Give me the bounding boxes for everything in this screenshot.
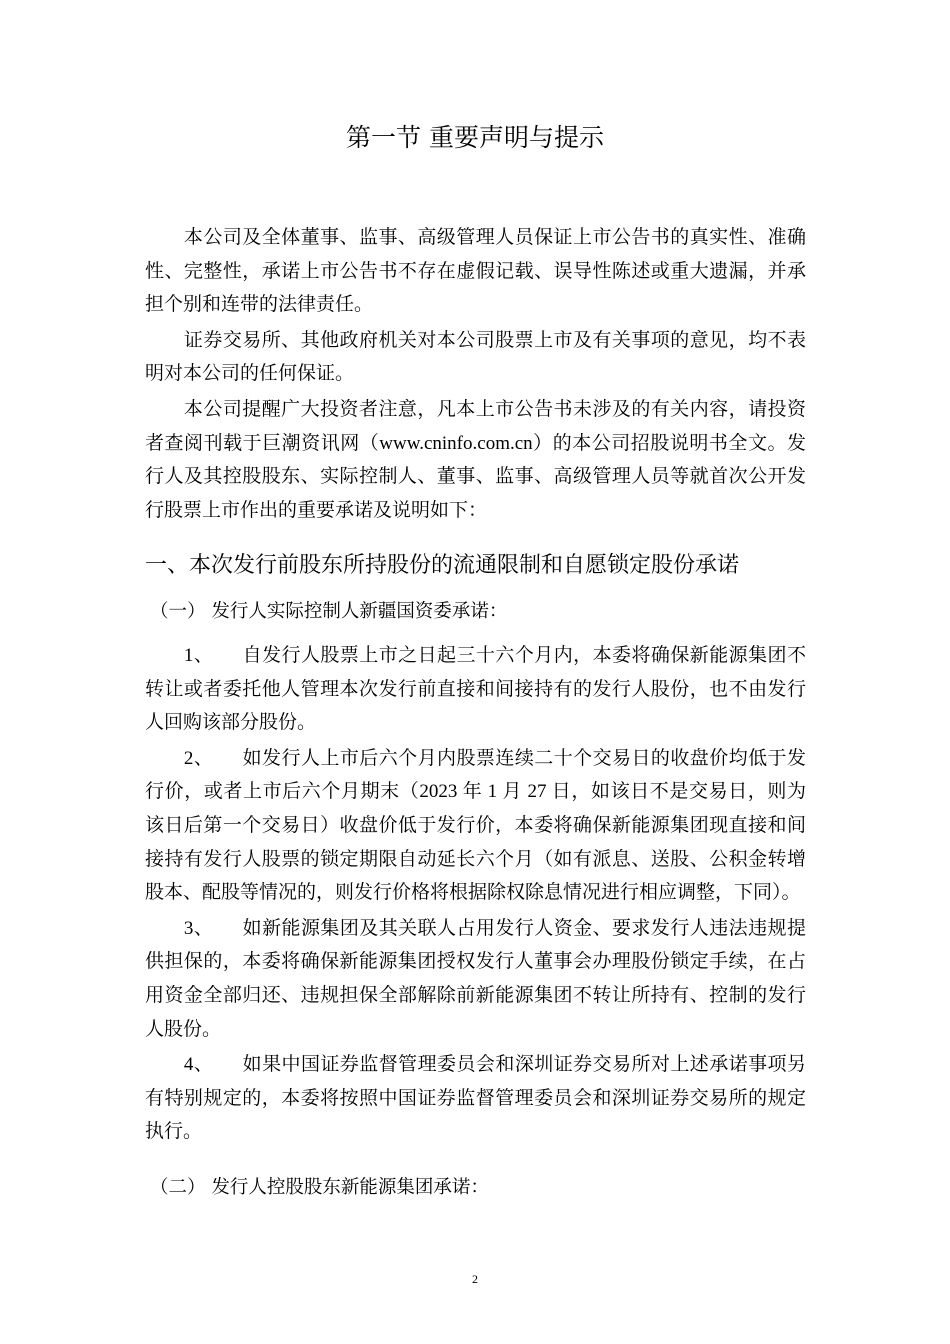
text-line: 者查阅刊载于巨潮资讯网（www.cninfo.com.cn）的本公司招股说明书全文。发	[145, 432, 806, 454]
text-line: 该日后第一个交易日）收盘价低于发行价，本委将确保新能源集团现直接和间	[145, 814, 806, 836]
page-title: 第一节 重要声明与提示	[346, 123, 604, 152]
text-line: 有特别规定的，本委将按照中国证券监督管理委员会和深圳证券交易所的规定	[145, 1087, 806, 1109]
section-heading: 一、本次发行前股东所持股份的流通限制和自愿锁定股份承诺	[145, 553, 740, 578]
text-line: 2、 如发行人上市后六个月内股票连续二十个交易日的收盘价均低于发	[145, 747, 806, 769]
text-line: 本公司提醒广大投资者注意，凡本上市公告书未涉及的有关内容，请投资	[145, 398, 806, 420]
text-line: 行价，或者上市后六个月期末（2023 年 1 月 27 日，如该日不是交易日，则为	[145, 781, 806, 803]
page-number: 2	[472, 1272, 478, 1286]
paragraph	[145, 393, 806, 527]
text-line: 性、完整性，承诺上市公告书不存在虚假记载、误导性陈述或重大遗漏，并承	[145, 260, 806, 282]
text-line: 用资金全部归还、违规担保全部解除前新能源集团不转让所持有、控制的发行	[145, 984, 806, 1006]
text-line: 行股票上市作出的重要承诺及说明如下：	[145, 499, 488, 521]
text-line: 供担保的，本委将确保新能源集团授权发行人董事会办理股份锁定手续，在占	[145, 951, 806, 973]
text-line: 担个别和连带的法律责任。	[145, 294, 374, 316]
intro-paragraphs	[145, 221, 806, 527]
text-line: 明对本公司的任何保证。	[145, 363, 355, 385]
text-line: 1、 自发行人股票上市之日起三十六个月内，本委将确保新能源集团不	[145, 645, 806, 666]
text-line: 证券交易所、其他政府机关对本公司股票上市及有关事项的意见，均不表	[145, 329, 806, 351]
text-line: 行人及其控股股东、实际控制人、董事、监事、高级管理人员等就首次公开发	[145, 466, 806, 488]
text-line: 本公司及全体董事、监事、高级管理人员保证上市公告书的真实性、准确	[145, 227, 806, 248]
paragraph	[145, 324, 806, 391]
text-line: 人回购该部分股份。	[145, 712, 317, 734]
commitment-item	[145, 912, 806, 1046]
subsection-heading-2: （二） 发行人控股股东新能源集团承诺：	[150, 1177, 489, 1198]
commitment-item	[145, 639, 806, 740]
text-line: 接持有发行人股票的锁定期限自动延长六个月（如有派息、送股、公积金转增	[145, 848, 806, 870]
text-line: 转让或者委托他人管理本次发行前直接和间接持有的发行人股份，也不由发行	[145, 678, 806, 700]
commitment-items	[145, 639, 806, 1149]
paragraph	[145, 221, 806, 322]
text-line: 股本、配股等情况的，则发行价格将根据除权除息情况进行相应调整，下同）。	[145, 882, 801, 904]
commitment-item	[145, 1048, 806, 1149]
text-line: 执行。	[145, 1121, 203, 1143]
text-line: 人股份。	[145, 1018, 222, 1040]
commitment-item	[145, 742, 806, 910]
subsection-heading-1: （一） 发行人实际控制人新疆国资委承诺：	[150, 601, 508, 622]
text-line: 4、 如果中国证券监督管理委员会和深圳证券交易所对上述承诺事项另	[145, 1054, 806, 1076]
text-line: 3、 如新能源集团及其关联人占用发行人资金、要求发行人违法违规提	[145, 917, 806, 939]
